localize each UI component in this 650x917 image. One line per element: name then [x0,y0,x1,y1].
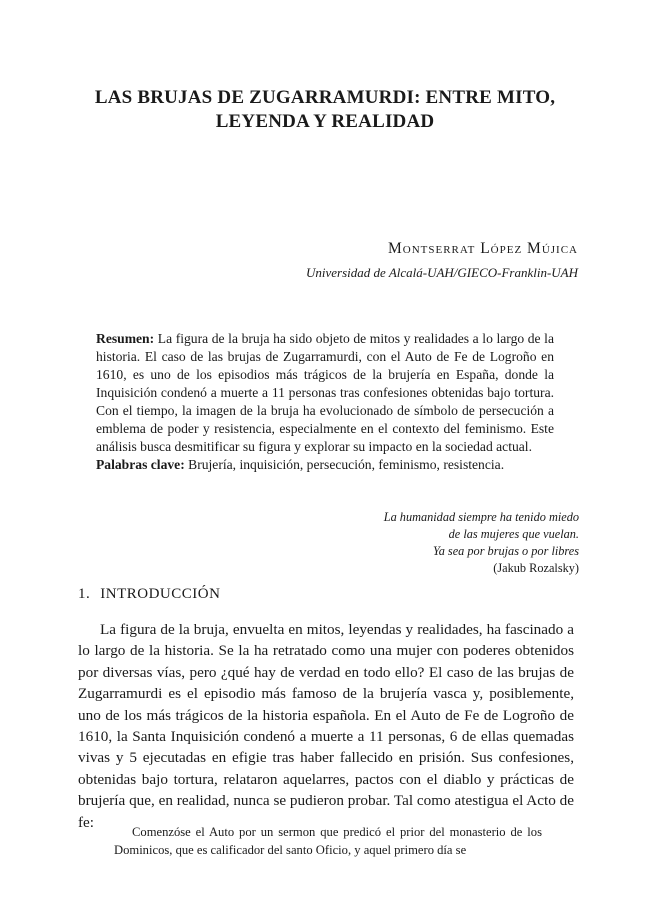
abstract-paragraph [96,330,554,456]
section-heading [78,586,220,603]
epigraph-line-3: Ya sea por brujas o por libres [433,544,579,558]
abstract [96,330,554,474]
epigraph-attribution: (Jakub Rozalsky) [493,561,579,575]
paper-title [60,86,590,134]
block-quote: Comenzóse el Auto por un sermon que predicó el prior del monasterio de los Dominicos, que es calificador del santo Oficio, y aquel primero día se [114,825,542,857]
keywords-text: Brujería, inquisición, persecución, feminismo, resistencia. [188,457,505,472]
epigraph [384,509,579,577]
abstract-label: Resumen: [96,331,155,346]
epigraph-line-1: La humanidad siempre ha tenido miedo [383,510,579,524]
epigraph-line-2: de las mujeres que vuelan. [448,527,579,541]
author-name: Montserrat López Mújica [387,240,578,257]
keywords-label: Palabras clave: [96,457,185,472]
abstract-text: La figura de la bruja ha sido objeto de mitos y realidades a lo largo de la historia. El caso de las brujas de Zugarramurdi, con el Auto de Fe de Logroño en 1610, es uno de los episodios más trágicos de la brujería en España, donde la Inquisición condenó a muerte a 11 personas tras confesiones obtenidas bajo tortura. Con el tiempo, la imagen de la bruja ha evolucionado de símbolo de persecución a emblema de poder y resistencia, especialmente en el contexto del feminismo. Este análisis busca desmitificar su figura y explorar su impacto en la sociedad actual. [96,331,554,454]
title-line-1: LAS BRUJAS DE ZUGARRAMURDI: ENTRE MITO, [94,87,556,108]
author-affiliation: Universidad de Alcalá-UAH/GIECO-Franklin-UAH [306,265,578,280]
section-title: INTRODUCCIÓN [100,586,221,602]
title-line-2: LEYENDA Y REALIDAD [215,111,435,132]
keywords-paragraph [96,456,554,474]
body-paragraph: La figura de la bruja, envuelta en mitos, leyendas y realidades, ha fascinado a lo largo de la historia. Se la ha retratado como una mujer con poderes obtenidos por diversas vías, pero ¿qué hay de verdad en todo ello? El caso de las brujas de Zugarramurdi es el episodio más famoso de la brujería vasca y, posiblemente, uno de los más trágicos de la historia española. En el Auto de Fe de Logroño de 1610, la Santa Inquisición condenó a muerte a 11 personas, 6 de ellas quemadas vivas y 5 ejecutadas en efigie tras haber fallecido en prisión. Sus confesiones, obtenidas bajo tortura, relataron aquelarres, pactos con el diablo y prácticas de brujería que, en realidad, nunca se pudieron probar. Tal como atestigua el Acto de fe: [78,621,574,831]
section-number: 1. [78,586,91,602]
